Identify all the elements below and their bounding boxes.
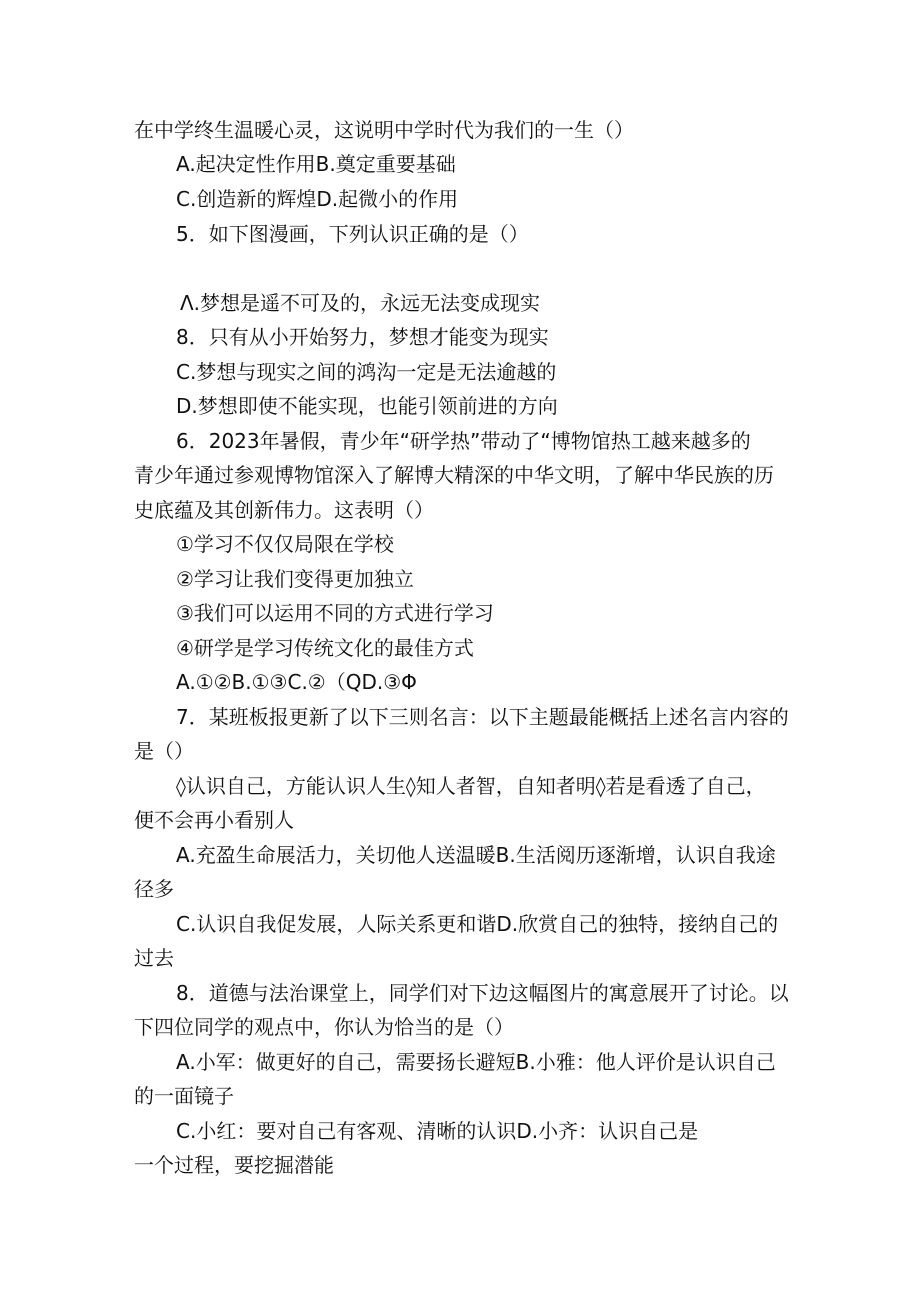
text-line-23: C.认识自我促发展，人际关系更和谐D.欣赏自己的独特，接纳自己的: [176, 912, 779, 936]
text-line-24: 过去: [134, 946, 174, 970]
text-line-3: C.创造新的辉煌D.起微小的作用: [176, 187, 459, 211]
text-line-18: 是（）: [134, 739, 194, 763]
text-line-20: 便不会再小看别人: [134, 808, 294, 832]
text-line-8: D.梦想即使不能实现，也能引领前进的方向: [176, 394, 558, 418]
text-line-22: 径多: [134, 877, 174, 901]
text-line-4: 5．如下图漫画，下列认识正确的是（）: [176, 222, 529, 246]
text-line-25: 8．道德与法治课堂上，同学们对下边这幅图片的寓意展开了讨论。以: [176, 981, 789, 1005]
text-line-2: A.起决定性作用B.奠定重要基础: [176, 152, 456, 176]
text-line-26: 下四位同学的观点中，你认为恰当的是（）: [134, 1015, 514, 1039]
text-line-28: 的一面镜子: [134, 1084, 234, 1108]
text-line-14: ③我们可以运用不同的方式进行学习: [176, 601, 494, 625]
text-line-11: 史底蕴及其创新伟力。这表明（）: [134, 498, 434, 522]
text-line-9: 6．2023年暑假，青少年“研学热”带动了“博物馆热工越来越多的: [176, 429, 751, 453]
text-line-10: 青少年通过参观博物馆深入了解博大精深的中华文明，了解中华民族的历: [134, 463, 774, 487]
text-line-13: ②学习让我们变得更加独立: [176, 567, 414, 591]
text-line-29: C.小红：要对自己有客观、清晰的认识D.小齐：认识自己是: [176, 1119, 699, 1143]
text-line-6: 8．只有从小开始努力，梦想才能变为现实: [176, 325, 549, 349]
text-line-16: A.①②B.①③C.②（QD.③Φ: [176, 670, 417, 694]
text-line-7: C.梦想与现实之间的鸿沟一定是无法逾越的: [176, 360, 557, 384]
text-line-15: ④研学是学习传统文化的最佳方式: [176, 636, 474, 660]
text-line-17: 7．某班板报更新了以下三则名言：以下主题最能概括上述名言内容的: [176, 705, 789, 729]
text-line-27: A.小军：做更好的自己，需要扬长避短B.小雅：他人评价是认识自己: [176, 1050, 776, 1074]
text-line-19: ◊认识自己，方能认识人生◊知人者智，自知者明◊若是看透了自己，: [176, 774, 766, 798]
text-line-12: ①学习不仅仅局限在学校: [176, 532, 394, 556]
text-line-1: 在中学终生温暖心灵，这说明中学时代为我们的一生（）: [134, 118, 634, 142]
text-line-5: Λ.梦想是遥不可及的，永远无法变成现实: [180, 291, 541, 315]
text-line-30: 一个过程，要挖掘潜能: [134, 1153, 334, 1177]
text-line-21: A.充盈生命展活力，关切他人送温暖B.生活阅历逐渐增，认识自我途: [176, 843, 776, 867]
